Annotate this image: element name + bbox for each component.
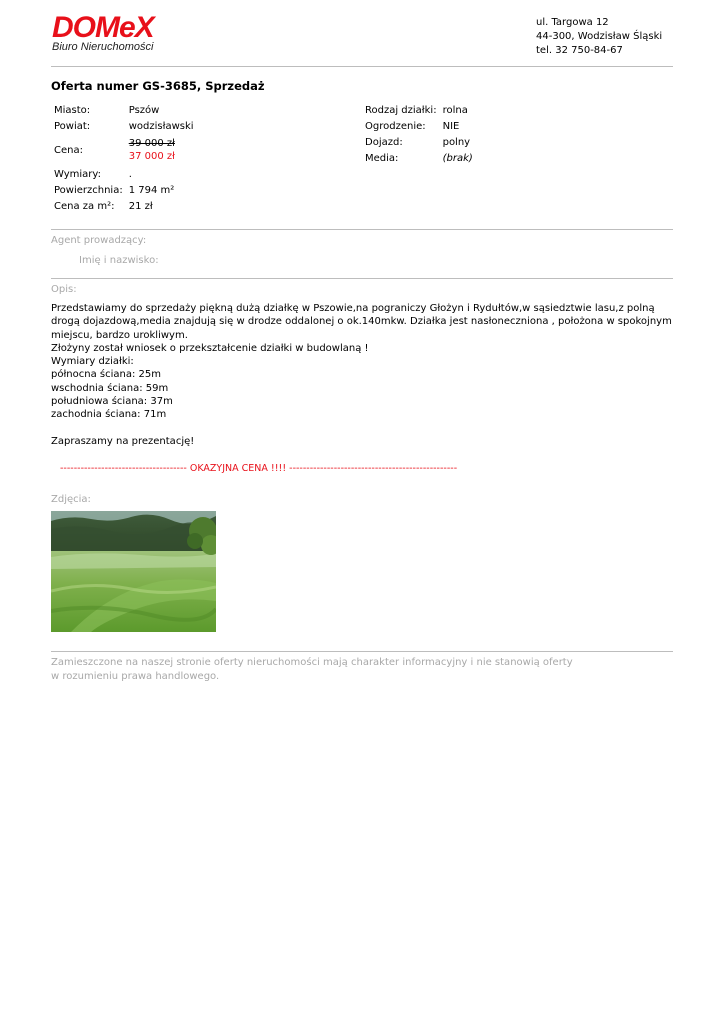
offer-title: Oferta numer GS-3685, Sprzedaż — [51, 79, 265, 93]
description-text — [51, 302, 676, 448]
agent-section-label: Agent prowadzący: — [51, 235, 147, 246]
media-label: Media: — [365, 152, 399, 164]
detail-row-miasto — [51, 102, 197, 118]
logo — [52, 13, 154, 54]
miasto-value: Pszów — [128, 104, 160, 116]
media-value: (brak) — [442, 152, 473, 164]
disclaimer-line: Zamieszczone na naszej stronie oferty nieruchomości mają charakter informacyjny i nie stanowią oferty — [51, 657, 573, 668]
detail-row-cena-m2 — [51, 198, 197, 214]
cena-new: 37 000 zł — [128, 151, 175, 162]
company-address — [536, 16, 662, 58]
agent-name-label: Imię i nazwisko: — [79, 255, 159, 266]
miasto-label: Miasto: — [54, 104, 91, 116]
wymiary-value: . — [128, 168, 132, 180]
description-paragraph — [51, 422, 676, 435]
description-paragraph: południowa ściana: 37m — [51, 396, 173, 408]
cena-m2-value: 21 zł — [128, 200, 153, 212]
powierzchnia-value: 1 794 m² — [128, 184, 175, 196]
footer-divider — [51, 651, 673, 652]
description-paragraph: Przedstawiamy do sprzedaży piękną dużą działkę w Pszowie,na pograniczy Głożyn i Rydułtów,w sąsiedztwie lasu,z polną drogą dojazdową,media znajdują się w drodze oddalonej o ok.140mkw. Działka jest nasłoneczniona , położona w spokojnym miejscu, bardzo urokliwym. — [51, 303, 675, 341]
meadow-photo-illustration — [51, 511, 216, 632]
description-paragraph: Wymiary działki: — [51, 356, 134, 368]
offer-details-left — [51, 102, 197, 214]
property-photo[interactable] — [51, 511, 216, 632]
detail-row-media — [362, 150, 476, 166]
description-paragraph: Zapraszamy na prezentację! — [51, 435, 195, 447]
details-divider — [51, 229, 673, 230]
phone-number: tel. 32 750-84-67 — [536, 45, 623, 56]
disclaimer-line: w rozumieniu prawa handlowego. — [51, 671, 220, 682]
logo-text: DOMeX — [52, 11, 154, 44]
agent-divider — [51, 278, 673, 279]
rodzaj-label: Rodzaj działki: — [365, 104, 437, 116]
offer-details-right — [362, 102, 476, 166]
rodzaj-value: rolna — [442, 104, 468, 116]
detail-row-cena — [51, 134, 197, 166]
powiat-label: Powiat: — [54, 120, 91, 132]
powierzchnia-label: Powierzchnia: — [54, 184, 123, 196]
address-city: 44-300, Wodzisław Śląski — [536, 31, 663, 42]
cena-label: Cena: — [54, 144, 83, 156]
description-section-label: Opis: — [51, 284, 77, 295]
description-paragraph: Złożyny został wniosek o przekształcenie działki w budowlaną ! — [51, 342, 369, 354]
detail-row-wymiary — [51, 166, 197, 182]
description-paragraph: wschodnia ściana: 59m — [51, 382, 169, 394]
wymiary-label: Wymiary: — [54, 168, 101, 180]
disclaimer — [51, 656, 611, 684]
photos-section-label: Zdjęcia: — [51, 494, 91, 505]
detail-row-powiat — [51, 118, 197, 134]
logo-subtitle: Biuro Nieruchomości — [52, 41, 154, 53]
cena-values — [126, 134, 197, 166]
header-divider — [51, 66, 673, 67]
ogrodzenie-label: Ogrodzenie: — [365, 120, 426, 132]
cena-old: 39 000 zł — [128, 138, 175, 149]
description-paragraph: północna ściana: 25m — [51, 369, 161, 381]
detail-row-ogrodzenie — [362, 118, 476, 134]
bargain-banner: ------------------------------------- OKAZYJNA CENA !!!! ------------------------------------------------- — [60, 463, 458, 474]
detail-row-powierzchnia — [51, 182, 197, 198]
address-street: ul. Targowa 12 — [536, 17, 609, 28]
description-paragraph: zachodnia ściana: 71m — [51, 409, 167, 421]
dojazd-label: Dojazd: — [365, 136, 403, 148]
cena-m2-label: Cena za m²: — [54, 200, 115, 212]
detail-row-rodzaj — [362, 102, 476, 118]
powiat-value: wodzisławski — [128, 120, 194, 132]
dojazd-value: polny — [442, 136, 471, 148]
ogrodzenie-value: NIE — [442, 120, 460, 132]
detail-row-dojazd — [362, 134, 476, 150]
